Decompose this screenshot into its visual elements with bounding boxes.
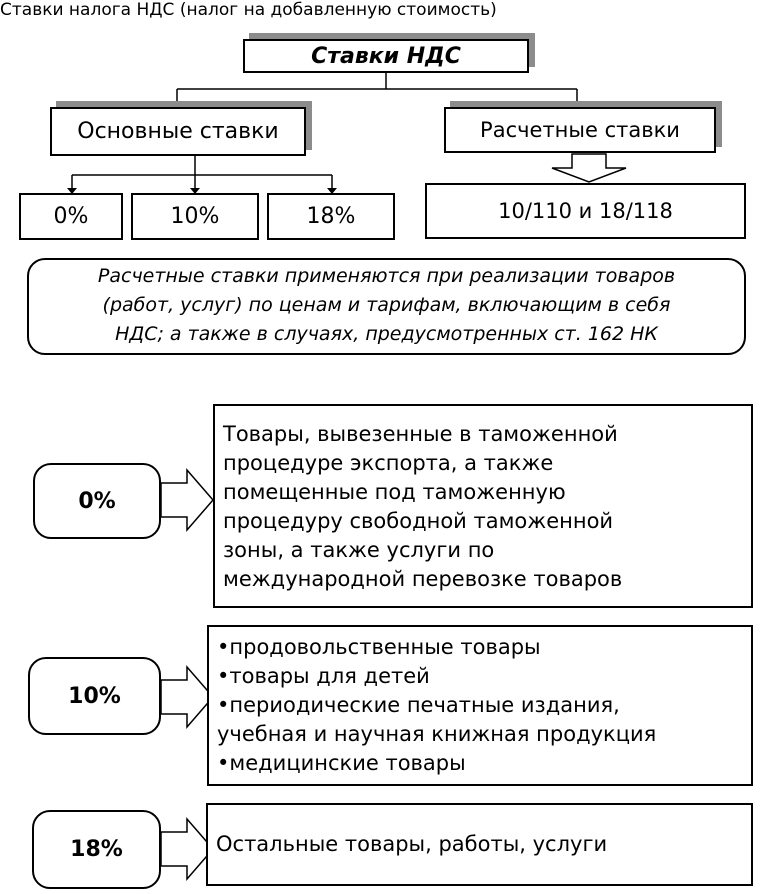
note-line: Расчетные ставки применяются при реализации товаров	[97, 265, 676, 287]
page-caption: Ставки налога НДС (налог на добавленную стоимость)	[0, 0, 497, 20]
detail-line: зоны, а также услуги по	[223, 538, 495, 562]
calculated-rate-value: 10/110 и 18/118	[425, 183, 746, 239]
detail-line: •медицинские товары	[217, 751, 466, 775]
calculated-rates-note	[27, 258, 746, 355]
calculated-rates-box: Расчетные ставки	[444, 107, 716, 153]
detail-box-0	[213, 404, 753, 608]
basic-rate-10: 10%	[131, 193, 259, 240]
detail-box-10	[207, 625, 753, 786]
detail-box-18	[206, 803, 753, 886]
detail-rate-0: 0%	[33, 463, 161, 539]
detail-line: Товары, вывезенные в таможенной	[223, 422, 618, 446]
note-line: НДС; а также в случаях, предусмотренных ст. 162 НК	[115, 323, 658, 345]
detail-line: международной перевозке товаров	[223, 567, 623, 591]
basic-rates-box: Основные ставки	[50, 107, 306, 156]
basic-rate-0: 0%	[19, 193, 123, 240]
note-line: (работ, услуг) по ценам и тарифам, включающим в себя	[102, 294, 671, 316]
vat-rates-header: Ставки НДС	[243, 39, 529, 73]
detail-line: процедуру свободной таможенной	[223, 509, 614, 533]
detail-line: •продовольственные товары	[217, 635, 541, 659]
basic-rate-18: 18%	[267, 193, 395, 240]
detail-line: Остальные товары, работы, услуги	[216, 832, 608, 856]
detail-line: учебная и научная книжная продукция	[217, 722, 657, 746]
detail-rate-18: 18%	[32, 810, 161, 889]
detail-rate-10: 10%	[28, 657, 161, 735]
detail-line: •товары для детей	[217, 664, 430, 688]
detail-line: •периодические печатные издания,	[217, 693, 620, 717]
detail-line: помещенные под таможенную	[223, 480, 566, 504]
detail-line: процедуре экспорта, а также	[223, 451, 554, 475]
